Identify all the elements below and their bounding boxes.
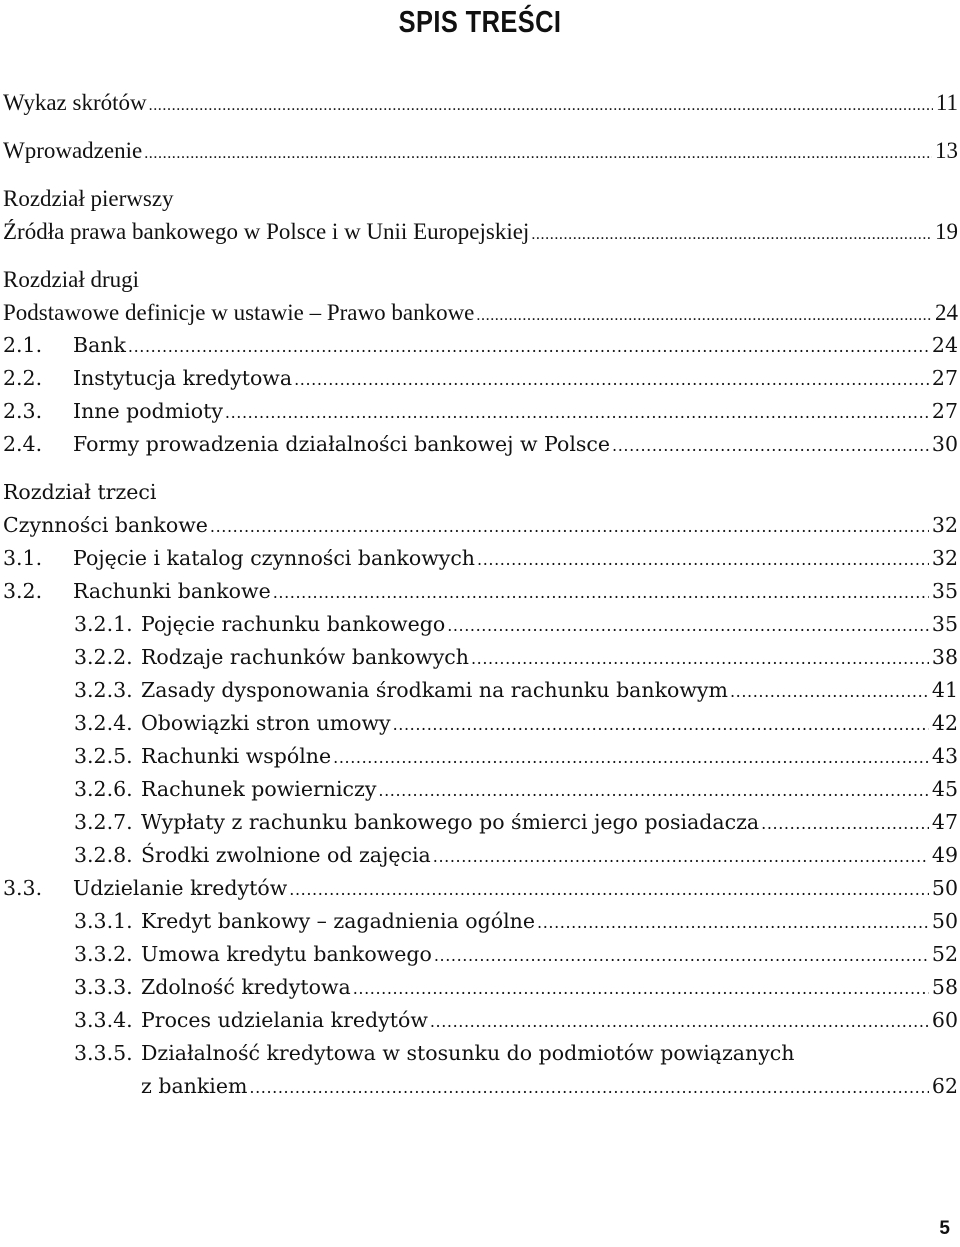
leader-dots (128, 329, 929, 363)
toc-page-number: 32 (931, 546, 958, 570)
toc-subentry[interactable] (3, 938, 958, 971)
leader-dots (378, 773, 928, 807)
toc-page-number: 52 (931, 942, 958, 966)
section-number: 3.3.3. (74, 975, 133, 999)
toc-page-number: 19 (935, 219, 958, 244)
section-number: 3.2.3. (74, 678, 133, 702)
leader-dots (430, 1004, 929, 1038)
section-title: Pojęcie rachunku bankowego (141, 612, 446, 636)
section-number: 3.1. (3, 546, 43, 570)
section-number: 3.2.4. (74, 711, 133, 735)
section-title: Zasady dysponowania środkami na rachunku bankowym (141, 678, 728, 702)
section-title: Bank (73, 333, 126, 357)
leader-dots (225, 395, 929, 429)
toc-subentry[interactable] (3, 641, 958, 674)
section-title: Pojęcie i katalog czynności bankowych (73, 546, 476, 570)
toc-subentry[interactable] (3, 1004, 958, 1037)
leader-dots (761, 806, 929, 840)
section-number: 3.3.5. (74, 1041, 133, 1065)
toc-chapter-3[interactable] (3, 476, 958, 1103)
toc-page-number: 24 (935, 300, 958, 325)
toc-page-number: 27 (931, 399, 958, 423)
leader-dots (537, 905, 929, 939)
section-title: Środki zwolnione od zajęcia (141, 843, 431, 867)
leader-dots (477, 542, 929, 576)
leader-dots (476, 296, 932, 332)
toc-page-number: 62 (931, 1074, 958, 1098)
toc-subentry-continuation[interactable] (3, 1070, 958, 1103)
toc-subentry[interactable] (3, 773, 958, 806)
leader-dots (393, 707, 929, 741)
section-title: Obowiązki stron umowy (141, 711, 391, 735)
toc-subentry[interactable] (3, 674, 958, 707)
toc-entry-wykaz[interactable] (3, 86, 958, 119)
toc-chapter-2[interactable] (3, 263, 958, 461)
section-number: 3.2. (3, 579, 43, 603)
section-title: Rodzaje rachunków bankowych (141, 645, 469, 669)
leader-dots (249, 1070, 928, 1104)
toc-subentry[interactable] (3, 1037, 958, 1070)
chapter-title: Podstawowe definicje w ustawie – Prawo bankowe (3, 300, 475, 325)
section-number: 2.4. (3, 432, 43, 456)
section-title: Rachunki bankowe (73, 579, 271, 603)
chapter-title: Czynności bankowe (3, 513, 208, 537)
leader-dots (273, 575, 929, 609)
toc-page-number: 58 (931, 975, 958, 999)
toc-entry-text: Wprowadzenie (3, 138, 143, 163)
section-title: Udzielanie kredytów (73, 876, 288, 900)
leader-dots (353, 971, 929, 1005)
toc-page-number: 45 (931, 777, 958, 801)
leader-dots (730, 674, 929, 708)
toc-page-number: 27 (931, 366, 958, 390)
section-number: 3.3.2. (74, 942, 133, 966)
toc-page-number: 49 (931, 843, 958, 867)
section-title: Działalność kredytowa w stosunku do podmiotów powiązanych (141, 1041, 795, 1065)
leader-dots (144, 134, 932, 170)
page-title: SPIS TREŚCI (398, 4, 562, 39)
section-number: 3.3. (3, 876, 43, 900)
section-number: 3.3.1. (74, 909, 133, 933)
section-title: Formy prowadzenia działalności bankowej w Polsce (73, 432, 611, 456)
leader-dots (333, 740, 929, 774)
toc-page-number: 38 (931, 645, 958, 669)
toc-page-number: 50 (931, 909, 958, 933)
section-title: Proces udzielania kredytów (141, 1008, 428, 1032)
toc-page-number: 41 (931, 678, 958, 702)
section-title: Rachunki wspólne (141, 744, 332, 768)
leader-dots (531, 215, 932, 251)
section-number: 2.1. (3, 333, 43, 357)
chapter-label: Rozdział pierwszy (3, 186, 174, 211)
toc-page-number: 13 (935, 138, 958, 163)
table-of-contents (3, 86, 958, 1103)
toc-subentry[interactable] (3, 395, 958, 428)
leader-dots (612, 428, 929, 462)
toc-subentry[interactable] (3, 428, 958, 461)
section-number: 3.2.8. (74, 843, 133, 867)
toc-subentry[interactable] (3, 740, 958, 773)
toc-subentry[interactable] (3, 707, 958, 740)
leader-dots (434, 938, 929, 972)
toc-subentry[interactable] (3, 905, 958, 938)
toc-page-number: 32 (931, 513, 958, 537)
toc-page-number: 60 (931, 1008, 958, 1032)
toc-page-number: 30 (931, 432, 958, 456)
toc-page-number: 11 (935, 90, 958, 115)
leader-dots (447, 608, 929, 642)
toc-subentry[interactable] (3, 806, 958, 839)
chapter-title: Źródła prawa bankowego w Polsce i w Unii Europejskiej (3, 219, 530, 244)
leader-dots (210, 509, 929, 543)
section-number: 2.2. (3, 366, 43, 390)
toc-page-number: 35 (931, 579, 958, 603)
toc-subentry[interactable] (3, 575, 958, 608)
chapter-label: Rozdział trzeci (3, 480, 157, 504)
toc-page-number: 47 (931, 810, 958, 834)
section-title: Inne podmioty (73, 399, 223, 423)
section-number: 3.2.5. (74, 744, 133, 768)
toc-subentry[interactable] (3, 362, 958, 395)
page-number: 5 (939, 1218, 950, 1239)
toc-subentry[interactable] (3, 872, 958, 905)
toc-page-number: 42 (931, 711, 958, 735)
leader-dots (433, 839, 929, 873)
section-title-continuation: z bankiem (141, 1074, 248, 1098)
leader-dots (294, 362, 929, 396)
section-number: 3.2.2. (74, 645, 133, 669)
section-number: 2.3. (3, 399, 43, 423)
toc-page-number: 24 (931, 333, 958, 357)
toc-subentry[interactable] (3, 329, 958, 362)
section-number: 3.2.1. (74, 612, 133, 636)
section-title: Wypłaty z rachunku bankowego po śmierci jego posiadacza (141, 810, 760, 834)
toc-subentry[interactable] (3, 971, 958, 1004)
toc-page-number: 43 (931, 744, 958, 768)
toc-subentry[interactable] (3, 839, 958, 872)
toc-page-number: 35 (931, 612, 958, 636)
section-number: 3.3.4. (74, 1008, 133, 1032)
section-title: Kredyt bankowy – zagadnienia ogólne (141, 909, 536, 933)
chapter-label: Rozdział drugi (3, 267, 140, 292)
toc-chapter-1[interactable] (3, 182, 958, 248)
leader-dots (289, 872, 929, 906)
section-title: Zdolność kredytowa (141, 975, 351, 999)
toc-page-number: 50 (931, 876, 958, 900)
toc-entry-wprowadzenie[interactable] (3, 134, 958, 167)
section-number: 3.2.7. (74, 810, 133, 834)
toc-subentry[interactable] (3, 542, 958, 575)
toc-subentry[interactable] (3, 608, 958, 641)
section-title: Umowa kredytu bankowego (141, 942, 432, 966)
leader-dots (149, 86, 933, 122)
section-title: Rachunek powierniczy (141, 777, 377, 801)
section-number: 3.2.6. (74, 777, 133, 801)
section-title: Instytucja kredytowa (73, 366, 293, 390)
leader-dots (471, 641, 929, 675)
toc-entry-text: Wykaz skrótów (3, 90, 147, 115)
